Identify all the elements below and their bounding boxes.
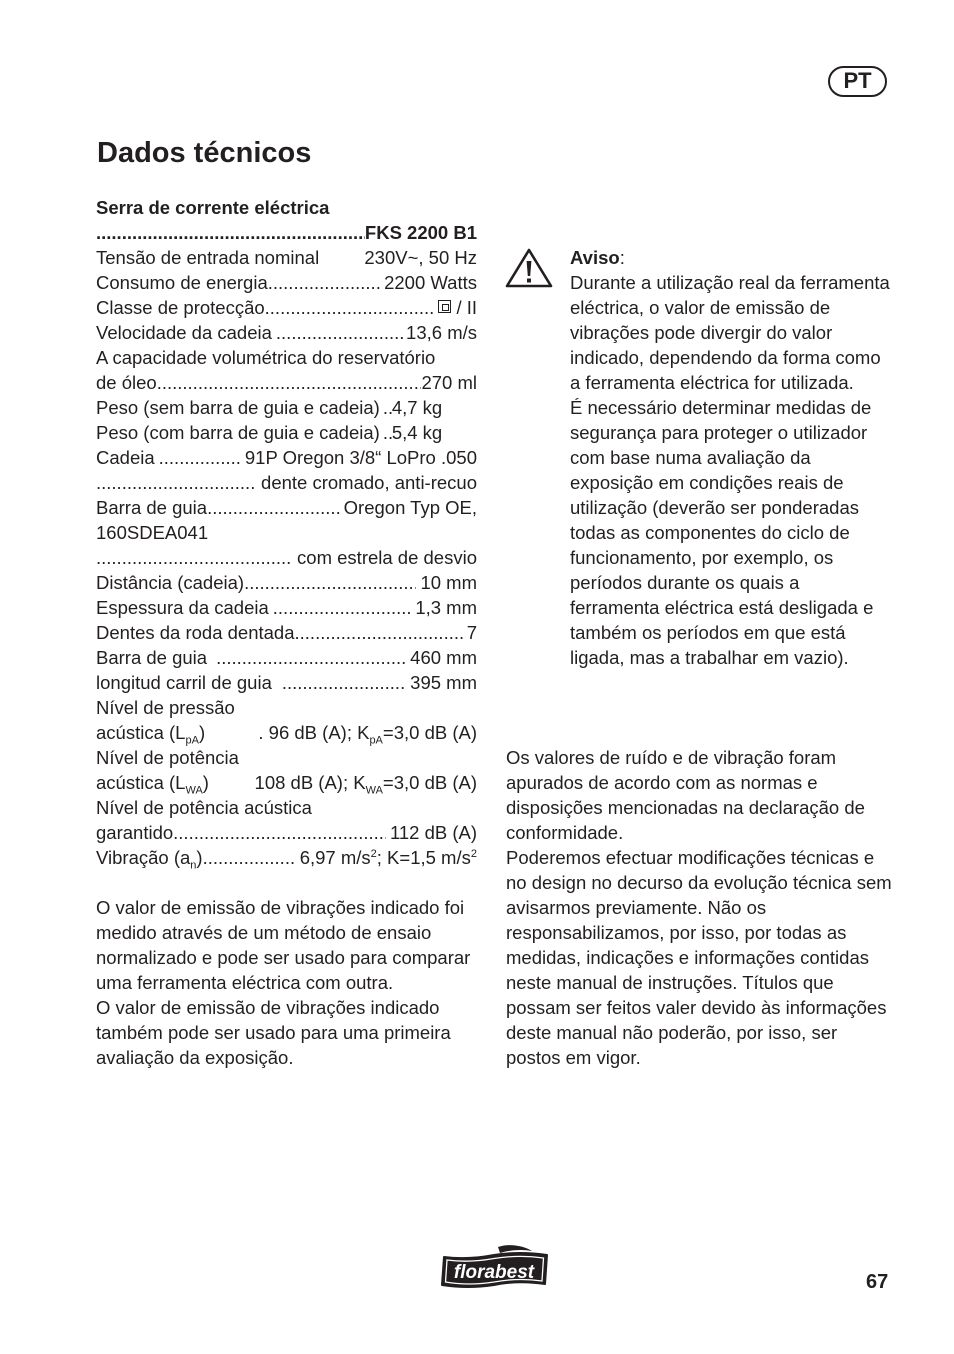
spec-chain-speed: Velocidade da cadeia ..... 13,6 m/s <box>96 320 477 345</box>
modifications-paragraph: Poderemos efectuar modificações técnicas e no design no decurso da evolução técnica sem avisarmos previamente. Não os responsabilizamos, por isso, por todas as medidas, indicações e informações contidas neste manual de instruções. Títulos que possam ser feitos valer devido às informações deste manual não poderão, por isso, ser postos em vigor. <box>506 847 892 1068</box>
spec-chain-pitch: Distância (cadeia) ..... 10 mm <box>96 570 477 595</box>
spec-chain-thickness: Espessura da cadeia ..... 1,3 mm <box>96 595 477 620</box>
spec-sound-power-label: Nível de potência <box>96 747 239 768</box>
spec-oil-capacity: de óleo ..... 270 ml <box>96 370 477 395</box>
spec-protection-class: Classe de protecção ..... / II <box>96 295 477 320</box>
spec-sound-pressure: acústica $(L_{pA})$ . 96 dB (A); $K_{pA}=3,0$ dB (A) <box>96 722 477 747</box>
spec-sound-pressure-label: Nível de pressão <box>96 697 235 718</box>
spec-product-name: Serra de corrente eléctrica <box>96 197 330 218</box>
spec-chain-detail: ..... dente cromado, anti-recuo <box>96 470 477 495</box>
warning-heading: Aviso: <box>570 247 625 268</box>
spec-guide-bar-model: 160SDEA041 <box>96 522 209 543</box>
spec-model: ..... FKS 2200 B1 <box>96 220 477 245</box>
spec-guide-bar-detail: ..... com estrela de desvio <box>96 545 477 570</box>
exposure-note-paragraph: O valor de emissão de vibrações indicado também pode ser usado para uma primeira avaliação da exposição. <box>96 997 451 1068</box>
brand-name: florabest <box>453 1262 535 1283</box>
spec-sound-power: acústica $(L_{WA})$ 108 dB (A); $K_{WA}=3,0$ dB (A) <box>96 772 477 797</box>
warning-block <box>570 245 890 670</box>
spec-weight-without-bar: Peso (sem barra de guia e cadeia) ..... 4,7 kg <box>96 395 477 420</box>
spec-oil-capacity-label: A capacidade volumétrica do reservatório <box>96 347 436 368</box>
spec-guide-bar-length: Barra de guia ..... 460 mm <box>96 645 477 670</box>
spec-power: Consumo de energia ..... 2200 Watts <box>96 270 477 295</box>
warning-paragraph-1: Durante a utilização real da ferramenta eléctrica, o valor de emissão de vibrações pode divergir do valor indicado, dependendo da forma como a ferramenta eléctrica for utilizada. <box>570 272 890 393</box>
spec-chain: Cadeia ..... 91P Oregon 3/8“ LoPro .050 <box>96 445 477 470</box>
warning-paragraph-2: É necessário determinar medidas de segurança para proteger o utilizador com base numa avaliação da exposição em condições reais de utilização (deverão ser ponderadas todas as componentes do ciclo de funcionamento, por exemplo, os períodos durante os quais a ferramenta eléctrica está desligada e também os períodos em que está ligada, mas a trabalhar em vazio). <box>570 397 874 668</box>
standards-paragraph: Os valores de ruído e de vibração foram apurados de acordo com as normas e disposições mencionadas na declaração de conformidade. <box>506 747 865 843</box>
spec-guaranteed-sound-power: garantido ..... 112 dB (A) <box>96 820 477 845</box>
spec-sprocket-teeth: Dentes da roda dentada ..... 7 <box>96 620 477 645</box>
vibration-note-paragraph: O valor de emissão de vibrações indicado foi medido através de um método de ensaio normalizado e pode ser usado para comparar uma ferramenta eléctrica com outra. <box>96 897 471 993</box>
warning-triangle-icon <box>505 248 553 288</box>
spec-weight-with-bar: Peso (com barra de guia e cadeia) ..... 5,4 kg <box>96 420 477 445</box>
language-badge: PT <box>828 66 887 97</box>
spec-guaranteed-sound-power-label: Nível de potência acústica <box>96 797 312 818</box>
spec-list <box>96 195 477 1070</box>
spec-cutting-length: longitud carril de guia ..... 395 mm <box>96 670 477 695</box>
spec-vibration: Vibração $(a_n)$ ..... 6,97 $m/s^2$; K=1,5 $m/s^2$ <box>96 845 477 870</box>
page-title: Dados técnicos <box>97 137 312 169</box>
spec-voltage: Tensão de entrada nominal 230V~, 50 Hz <box>96 247 477 268</box>
page-number: 67 <box>866 1271 889 1293</box>
spec-guide-bar: Barra de guia ..... Oregon Typ OE, <box>96 495 477 520</box>
right-notes <box>506 745 896 1070</box>
florabest-logo <box>438 1244 551 1290</box>
protection-class-ii-icon <box>438 300 451 313</box>
